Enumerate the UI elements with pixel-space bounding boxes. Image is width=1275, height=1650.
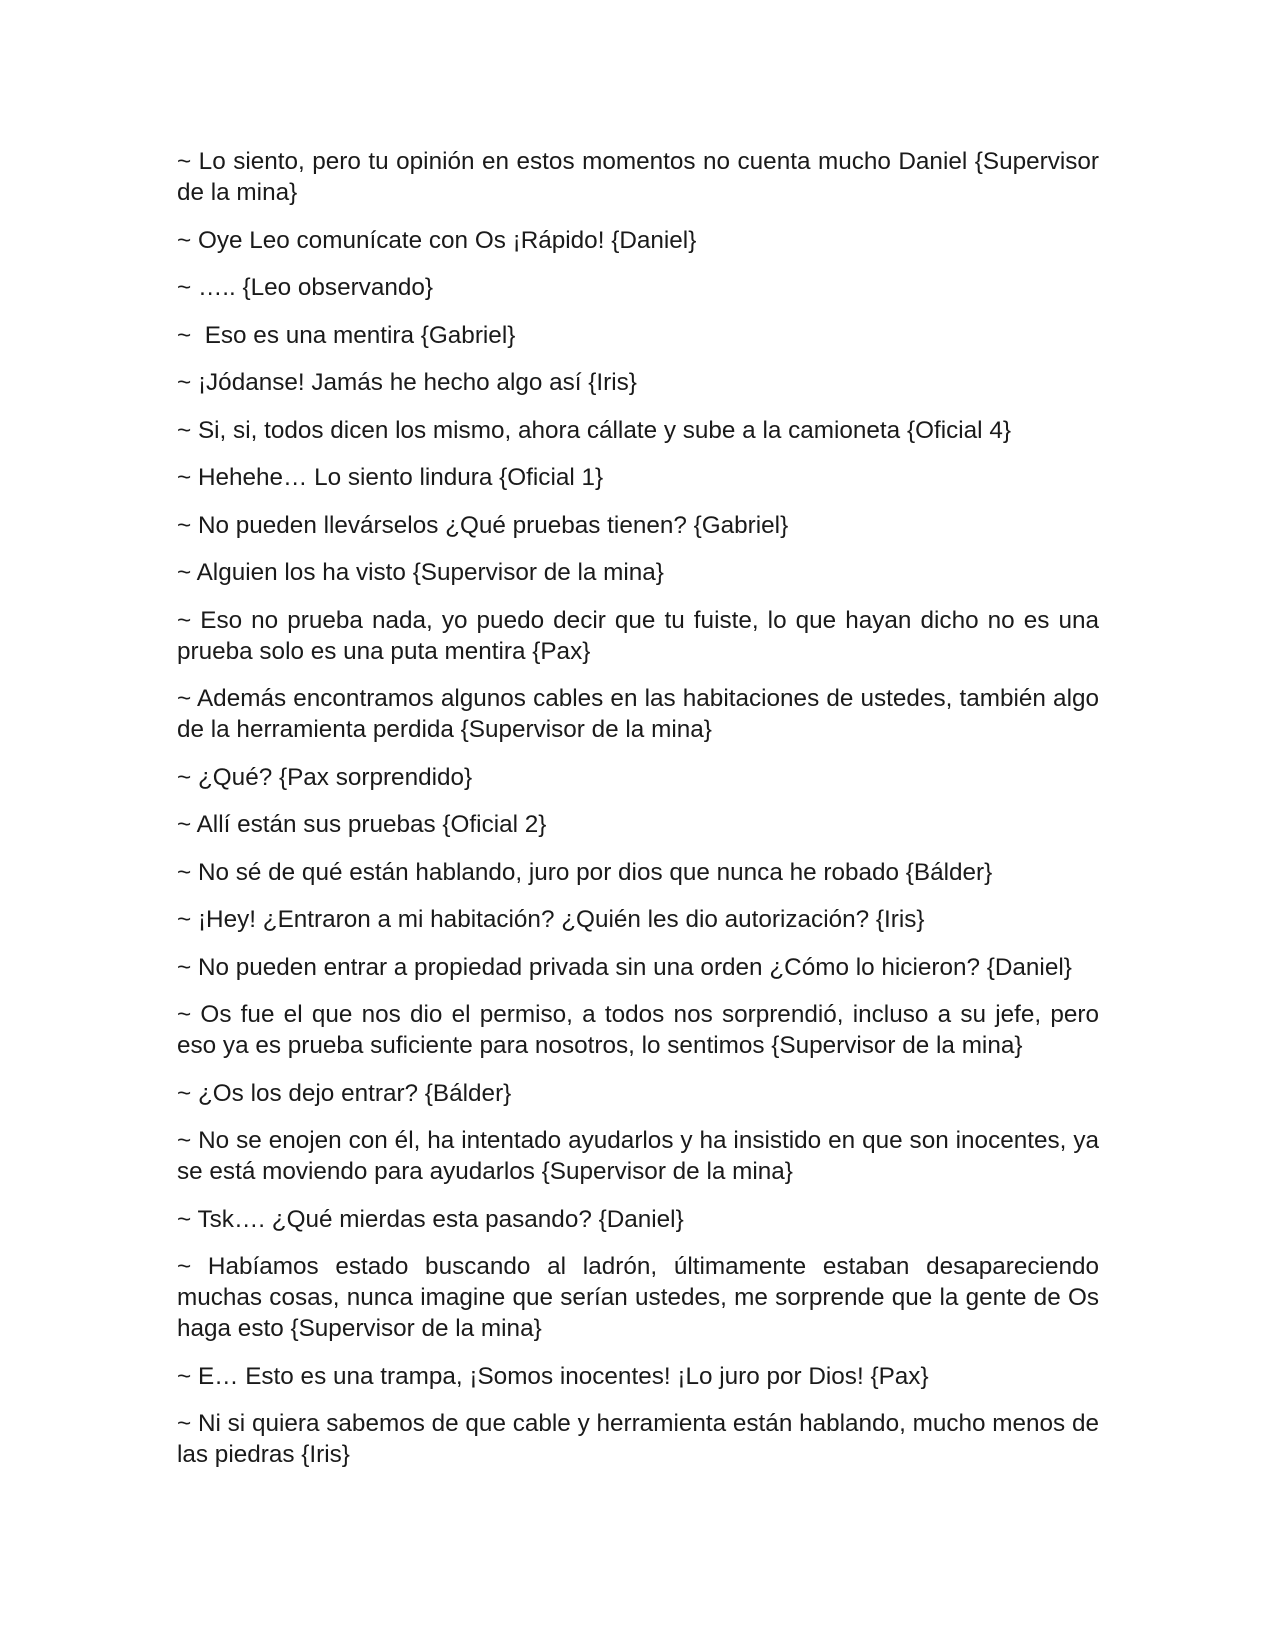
dialogue-line: ~ ¿Os los dejo entrar? {Bálder} <box>177 1079 512 1107</box>
dialogue-line: ~ Lo siento, pero tu opinión en estos momentos no cuenta mucho Daniel {Supervisor de la mina} <box>177 148 1106 206</box>
dialogue-line: ~ Habíamos estado buscando al ladrón, últimamente estaban desapareciendo muchas cosas, nunca imagine que serían ustedes, me sorprende que la gente de Os haga esto {Supervisor de la mina} <box>177 1253 1106 1342</box>
dialogue-body <box>177 146 1106 1487</box>
dialogue-line: ~ E… Esto es una trampa, ¡Somos inocentes! ¡Lo juro por Dios! {Pax} <box>177 1362 929 1390</box>
dialogue-line: ~ Os fue el que nos dio el permiso, a todos nos sorprendió, incluso a su jefe, pero eso ya es prueba suficiente para nosotros, lo sentimos {Supervisor de la mina} <box>177 1001 1106 1059</box>
dialogue-line: ~ Eso no prueba nada, yo puedo decir que tu fuiste, lo que hayan dicho no es una prueba solo es una puta mentira {Pax} <box>177 606 1106 665</box>
dialogue-line: ~ No pueden entrar a propiedad privada sin una orden ¿Cómo lo hicieron? {Daniel} <box>177 953 1072 981</box>
dialogue-line: ~ Si, si, todos dicen los mismo, ahora cállate y sube a la camioneta {Oficial 4} <box>177 416 1011 444</box>
dialogue-line: ~ Hehehe… Lo siento lindura {Oficial 1} <box>177 464 604 491</box>
dialogue-line: ~ Oye Leo comunícate con Os ¡Rápido! {Daniel} <box>177 226 697 254</box>
dialogue-line: ~ Eso es una mentira {Gabriel} <box>177 321 516 349</box>
dialogue-line: ~ Además encontramos algunos cables en las habitaciones de ustedes, también algo de la herramienta perdida {Supervisor de la mina} <box>177 685 1106 743</box>
dialogue-line: ~ No pueden llevárselos ¿Qué pruebas tienen? {Gabriel} <box>177 511 789 539</box>
dialogue-line: ~ ….. {Leo observando} <box>177 274 433 301</box>
dialogue-line: ~ ¡Hey! ¿Entraron a mi habitación? ¿Quién les dio autorización? {Iris} <box>177 906 925 933</box>
dialogue-line: ~ Tsk…. ¿Qué mierdas esta pasando? {Daniel} <box>177 1205 684 1233</box>
dialogue-line: ~ Allí están sus pruebas {Oficial 2} <box>177 811 547 838</box>
dialogue-line: ~ ¡Jódanse! Jamás he hecho algo así {Iris} <box>177 369 637 396</box>
dialogue-line: ~ Alguien los ha visto {Supervisor de la mina} <box>177 559 664 586</box>
dialogue-line: ~ No se enojen con él, ha intentado ayudarlos y ha insistido en que son inocentes, ya se está moviendo para ayudarlos {Supervisor de la mina} <box>177 1127 1106 1185</box>
dialogue-line: ~ No sé de qué están hablando, juro por dios que nunca he robado {Bálder} <box>177 858 993 886</box>
dialogue-line: ~ ¿Qué? {Pax sorprendido} <box>177 763 473 791</box>
dialogue-line: ~ Ni si quiera sabemos de que cable y herramienta están hablando, mucho menos de las piedras {Iris} <box>177 1410 1106 1468</box>
